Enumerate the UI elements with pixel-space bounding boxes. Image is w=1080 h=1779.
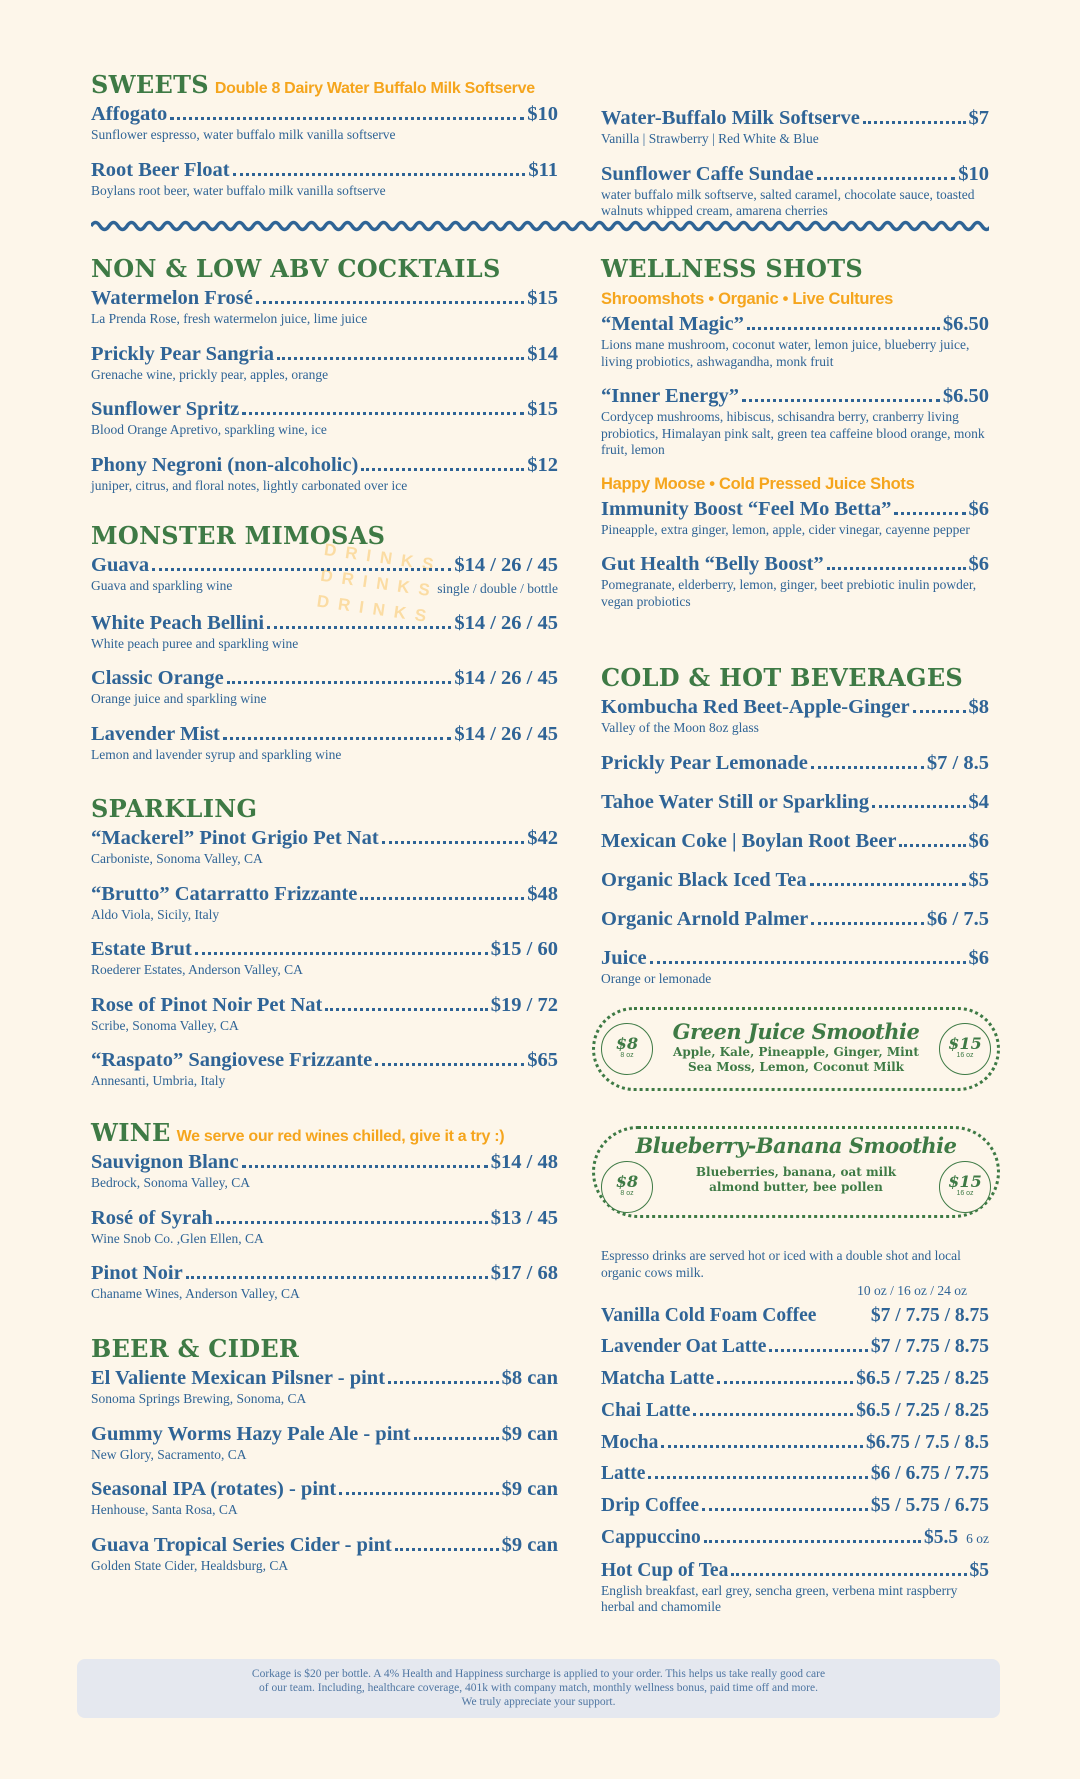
menu-item [91, 286, 558, 328]
item-name: Tahoe Water Still or Sparkling [601, 790, 870, 813]
item-row [601, 162, 989, 187]
item-row [601, 695, 989, 720]
item-price: $6 [968, 497, 989, 520]
item-price: $42 [527, 827, 558, 849]
item-price: $9 can [501, 1478, 558, 1500]
item-description: Boylans root beer, water buffalo milk vanilla softserve [91, 182, 386, 198]
dot-leader [242, 412, 524, 415]
item-description: New Glory, Sacramento, CA [91, 1446, 247, 1462]
menu-item [601, 497, 989, 539]
section-title: SPARKLING [91, 794, 258, 823]
item-row [601, 868, 989, 893]
item-row [601, 1559, 989, 1583]
item-name: Lavender Oat Latte [601, 1336, 767, 1358]
item-name: Prickly Pear Lemonade [601, 751, 808, 774]
item-price: $6.50 [942, 313, 989, 335]
item-row [601, 790, 989, 815]
dot-leader [388, 1381, 499, 1384]
menu-item [91, 1206, 558, 1248]
item-row [91, 286, 558, 311]
item-name: Chai Latte [601, 1399, 691, 1421]
section-heading [601, 252, 989, 286]
item-row [601, 552, 989, 577]
item-row [601, 312, 989, 337]
large-price-badge: $15 16 oz [939, 1023, 991, 1075]
section-heading [91, 68, 558, 102]
dot-leader [395, 1548, 499, 1551]
menu-item [601, 829, 989, 854]
section-sweets-softserve [601, 106, 989, 234]
dot-leader [731, 1573, 966, 1576]
dot-leader [170, 117, 524, 120]
item-row [91, 1366, 558, 1391]
item-price: $15 [527, 287, 558, 309]
item-description: Pineapple, extra ginger, lemon, apple, cider vinegar, cayenne pepper [601, 521, 970, 537]
item-description: Orange or lemonade [601, 970, 712, 986]
item-name: Immunity Boost “Feel Mo Betta” [601, 497, 892, 520]
menu-item [91, 993, 558, 1035]
item-description: Vanilla | Strawberry | Red White & Blue [601, 131, 819, 146]
menu-item [91, 1366, 558, 1408]
item-description: Golden State Cider, Healdsburg, CA [91, 1557, 289, 1573]
item-price: $13 / 45 [490, 1206, 558, 1229]
dot-leader [863, 121, 966, 124]
dot-leader [717, 1381, 853, 1384]
section-title: WINE [91, 1118, 171, 1147]
item-price: $14 / 26 / 45 [454, 722, 558, 745]
item-name: “Raspato” Sangiovese Frizzante [91, 1049, 373, 1071]
item-name: “Mental Magic” [601, 313, 744, 335]
dot-leader [702, 1508, 868, 1511]
menu-item [601, 1559, 989, 1616]
item-row [601, 1367, 989, 1391]
item-price: $10 [527, 103, 558, 125]
item-price: $7 / 7.75 / 8.75 [870, 1336, 989, 1358]
dot-leader [360, 897, 524, 900]
menu-item [601, 1367, 989, 1391]
dot-leader [277, 357, 524, 360]
item-row [91, 1422, 558, 1447]
dot-leader [810, 883, 966, 886]
dot-leader [186, 1276, 488, 1279]
item-price: $6 [968, 946, 989, 969]
dot-leader [361, 468, 524, 471]
item-name: Watermelon Frosé [91, 287, 253, 309]
item-row [601, 384, 989, 409]
item-description: Scribe, Sonoma Valley, CA [91, 1017, 239, 1033]
item-name: “Mackerel” Pinot Grigio Pet Nat [91, 827, 379, 849]
dot-leader [747, 327, 940, 330]
item-description: English breakfast, earl grey, sencha green, verbena mint raspberry herbal and chamomile [601, 1582, 958, 1615]
item-row [601, 907, 989, 932]
item-name: Organic Arnold Palmer [601, 907, 809, 930]
item-price: $6 [968, 553, 989, 575]
item-description: water buffalo milk softserve, salted caramel, chocolate sauce, toasted walnuts whipped cream, amarena cherries [601, 186, 975, 218]
menu-item [601, 946, 989, 988]
section-cocktails [91, 252, 558, 508]
footer-notice: Corkage is $20 per bottle. A 4% Health and Happiness surcharge is applied to your order. This helps us take really good care of our team. Including, healthcare coverage, 401k with company match, monthly wellness bonus, paid time off and more. We truly appreciate your support. [77, 1659, 1000, 1718]
menu-item [601, 1462, 989, 1486]
item-row [91, 826, 558, 851]
item-description: La Prenda Rose, fresh watermelon juice, lime juice [91, 311, 368, 326]
dot-leader [375, 1063, 524, 1066]
item-row [91, 102, 558, 127]
item-row [601, 1462, 989, 1486]
smoothie-title: Green Juice Smoothie [672, 1019, 920, 1044]
menu-item [601, 907, 989, 932]
menu-item [91, 1150, 558, 1192]
dot-leader [661, 1445, 863, 1448]
item-name: Mexican Coke | Boylan Root Beer [601, 829, 897, 852]
item-price: $8 can [501, 1367, 558, 1389]
item-row [91, 1533, 558, 1558]
size-note: single / double / bottle [437, 580, 558, 596]
item-description: Sunflower espresso, water buffalo milk vanilla softserve [91, 127, 396, 142]
item-price: $10 [958, 162, 989, 185]
item-row [91, 1477, 558, 1502]
menu-item [601, 751, 989, 776]
menu-item [91, 1477, 558, 1519]
item-price: $12 [527, 453, 558, 476]
item-price: $6.5 / 7.25 / 8.25 [856, 1368, 989, 1390]
section-title: NON & LOW ABV COCKTAILS [91, 254, 501, 283]
item-name: White Peach Bellini [91, 611, 265, 634]
section-wellness-shots [601, 252, 989, 624]
section-beverages [601, 661, 989, 1001]
item-name: Latte [601, 1463, 646, 1485]
item-name: El Valiente Mexican Pilsner - pint [91, 1367, 386, 1389]
menu-item [91, 826, 558, 868]
section-beer-cider [91, 1332, 558, 1588]
item-row [91, 158, 558, 183]
menu-item [91, 666, 558, 708]
dot-leader [769, 1349, 868, 1352]
dot-leader [223, 737, 451, 740]
item-row [91, 993, 558, 1018]
item-name: Sunflower Caffe Sundae [601, 162, 814, 185]
item-description: Wine Snob Co. ,Glen Ellen, CA [91, 1230, 264, 1246]
item-name: Vanilla Cold Foam Coffee [601, 1304, 817, 1326]
dot-leader [256, 301, 524, 304]
section-heading [91, 1116, 558, 1150]
item-price: $6.50 [942, 385, 989, 407]
dot-leader [811, 766, 924, 769]
dot-leader [693, 1413, 853, 1416]
dot-leader [650, 961, 966, 964]
item-name: Pinot Noir [91, 1262, 183, 1284]
item-name: Sauvignon Blanc [91, 1151, 239, 1173]
dot-leader [339, 1492, 498, 1495]
item-price: $6 / 7.5 [926, 907, 989, 930]
item-price: $14 / 26 / 45 [454, 611, 558, 634]
item-name: Estate Brut [91, 938, 192, 960]
dot-leader [152, 568, 451, 571]
item-description: Grenache wine, prickly pear, apples, orange [91, 366, 329, 382]
item-price: $17 / 68 [490, 1262, 558, 1284]
item-price: $6 [968, 829, 989, 852]
section-title: BEER & CIDER [91, 1334, 300, 1363]
item-price: $15 [527, 398, 558, 420]
section-subtitle: We serve our red wines chilled, give it a try :) [176, 1128, 505, 1145]
item-name: Guava Tropical Series Cider - pint [91, 1533, 392, 1556]
item-description: Lemon and lavender syrup and sparkling wine [91, 746, 342, 762]
item-row [91, 1261, 558, 1286]
item-description: Valley of the Moon 8oz glass [601, 720, 759, 735]
item-name: Rose of Pinot Noir Pet Nat [91, 993, 323, 1016]
dot-leader [648, 1476, 868, 1479]
menu-item [91, 611, 558, 653]
item-price: $9 can [501, 1422, 558, 1445]
item-description: Lions mane mushroom, coconut water, lemon juice, blueberry juice, living probiotics, ashwagandha, monk fruit [601, 337, 970, 369]
small-price-badge: $8 8 oz [601, 1161, 653, 1213]
item-row [91, 937, 558, 962]
dot-leader [811, 922, 924, 925]
menu-item [601, 868, 989, 893]
dot-leader [817, 177, 956, 180]
item-name: Kombucha Red Beet-Apple-Ginger [601, 696, 910, 718]
smoothie-green-juice: $8 8 oz $15 16 oz Green Juice Smoothie Apple, Kale, Pineapple, Ginger, Mint Sea Moss, Lemon, Coconut Milk [592, 1007, 1000, 1091]
subsection-label: Happy Moose • Cold Pressed Juice Shots [601, 474, 915, 493]
size-labels: 10 oz / 16 oz / 24 oz [857, 1283, 967, 1298]
item-name: Hot Cup of Tea [601, 1559, 729, 1581]
dot-leader [894, 512, 965, 515]
item-description: Chaname Wines, Anderson Valley, CA [91, 1286, 300, 1301]
item-description: Cordycep mushrooms, hibiscus, schisandra berry, cranberry living probiotics, Himalayan pink salt, green tea caffeine blood orange, monk fruit, lemon [601, 409, 985, 457]
item-name: Matcha Latte [601, 1368, 715, 1390]
item-name: Phony Negroni (non-alcoholic) [91, 453, 359, 476]
item-price: $65 [527, 1049, 558, 1071]
dot-leader [899, 844, 965, 847]
smoothie-title: Blueberry-Banana Smoothie [635, 1133, 957, 1158]
item-description: Bedrock, Sonoma Valley, CA [91, 1175, 250, 1190]
item-row [601, 829, 989, 854]
item-price: $8 [968, 696, 989, 718]
item-name: Mocha [601, 1431, 659, 1453]
item-size: 6 oz [966, 1531, 989, 1547]
item-row [601, 1399, 989, 1423]
menu-item [601, 384, 989, 459]
item-name: Prickly Pear Sangria [91, 342, 274, 365]
dot-leader [742, 399, 940, 402]
item-price: $4 [968, 790, 989, 813]
item-price: $7 / 7.75 / 8.75 [870, 1304, 989, 1326]
menu-item [91, 1261, 558, 1303]
item-name: Root Beer Float [91, 158, 230, 181]
item-row [91, 666, 558, 691]
menu-item [91, 102, 558, 144]
item-name: Organic Black Iced Tea [601, 868, 807, 891]
item-price: $6.75 / 7.5 / 8.5 [866, 1431, 989, 1453]
menu-item [91, 1422, 558, 1464]
menu-item [601, 1431, 989, 1455]
item-description: Annesanti, Umbria, Italy [91, 1073, 226, 1088]
dot-leader [414, 1437, 499, 1440]
section-heading [601, 661, 989, 695]
menu-item [601, 162, 989, 220]
dot-leader [242, 1165, 488, 1168]
item-name: Lavender Mist [91, 722, 220, 745]
menu-item [91, 453, 558, 495]
item-price: $7 [968, 107, 989, 129]
item-price: $5 / 5.75 / 6.75 [870, 1495, 989, 1517]
item-price: $14 [527, 342, 558, 365]
item-price: $19 / 72 [490, 993, 558, 1016]
section-subtitle: Double 8 Dairy Water Buffalo Milk Softserve [214, 80, 535, 97]
item-description: Carboniste, Sonoma Valley, CA [91, 851, 263, 866]
section-sparkling [91, 792, 558, 1104]
item-description: Blood Orange Apretivo, sparkling wine, ice [91, 422, 327, 437]
item-price: $7 / 8.5 [926, 751, 989, 774]
dot-leader [704, 1540, 921, 1543]
item-row [91, 1206, 558, 1231]
item-row [91, 553, 558, 578]
dot-leader [325, 1008, 487, 1011]
item-description: Aldo Viola, Sicily, Italy [91, 906, 220, 922]
item-row [91, 722, 558, 747]
item-row [601, 1431, 989, 1455]
item-name: Drip Coffee [601, 1495, 700, 1517]
dot-leader [913, 710, 966, 713]
subsection-label: Shroomshots • Organic • Live Cultures [601, 290, 894, 308]
section-title: SWEETS [91, 70, 209, 99]
menu-item [601, 106, 989, 148]
drinks-watermark: DRINKS DRINKS DRINKS [315, 540, 444, 627]
dot-leader [267, 626, 451, 629]
item-price: $48 [527, 882, 558, 905]
item-row [91, 1150, 558, 1175]
menu-item [601, 1304, 989, 1328]
item-name: Seasonal IPA (rotates) - pint [91, 1478, 337, 1500]
item-row [601, 497, 989, 522]
item-description: Guava and sparkling wine [91, 578, 233, 593]
item-name: Juice [601, 946, 647, 969]
item-description: White peach puree and sparkling wine [91, 635, 299, 651]
section-title: COLD & HOT BEVERAGES [601, 663, 964, 692]
item-name: Gummy Worms Hazy Pale Ale - pint [91, 1422, 411, 1445]
item-name: Affogato [91, 103, 168, 125]
menu-item [601, 1335, 989, 1359]
menu-item [91, 553, 558, 597]
dot-leader [827, 567, 966, 570]
menu-item [91, 1533, 558, 1575]
smoothie-blueberry-banana: $8 8 oz $15 16 oz Blueberry-Banana Smoothie Blueberries, banana, oat milk almond butter, bee pollen [592, 1126, 1000, 1218]
section-heading [91, 519, 558, 553]
large-price-badge: $15 16 oz [939, 1161, 991, 1213]
item-name: “Inner Energy” [601, 385, 740, 407]
menu-item [91, 158, 558, 200]
section-mimosas [91, 519, 558, 777]
item-price: $11 [528, 158, 558, 181]
espresso-intro: Espresso drinks are served hot or iced with a double shot and local organic cows milk. [601, 1248, 961, 1280]
section-wine [91, 1116, 558, 1317]
item-name: Classic Orange [91, 667, 224, 689]
item-name: Water-Buffalo Milk Softserve [601, 107, 860, 129]
menu-item [601, 1526, 989, 1551]
section-sweets [91, 68, 558, 213]
dot-leader [872, 805, 965, 808]
item-row [601, 1335, 989, 1359]
item-price: $14 / 26 / 45 [454, 667, 558, 689]
item-row [601, 751, 989, 776]
section-heading [91, 1332, 558, 1366]
item-description: Pomegranate, elderberry, lemon, ginger, beet prebiotic inulin powder, vegan probiotics [601, 577, 977, 609]
item-price: $5.5 [924, 1527, 959, 1549]
menu-item [601, 312, 989, 370]
item-price: $5 [968, 868, 989, 891]
menu-item [601, 790, 989, 815]
item-name: Sunflower Spritz [91, 398, 240, 420]
small-price-badge: $8 8 oz [601, 1023, 653, 1075]
item-name: Rosé of Syrah [91, 1206, 213, 1229]
item-row [91, 611, 558, 636]
item-description: Sonoma Springs Brewing, Sonoma, CA [91, 1391, 307, 1406]
menu-item [91, 1048, 558, 1090]
item-price: $14 / 48 [490, 1151, 558, 1173]
item-description: Orange juice and sparkling wine [91, 691, 267, 706]
menu-item [601, 552, 989, 610]
section-title: MONSTER MIMOSAS [91, 521, 386, 550]
section-heading [91, 792, 558, 826]
item-price: $15 / 60 [490, 938, 558, 960]
dot-leader [195, 952, 488, 955]
item-price: $6 / 6.75 / 7.75 [870, 1463, 989, 1485]
section-heading [91, 252, 558, 286]
menu-item [91, 882, 558, 924]
item-description: juniper, citrus, and floral notes, lightly carbonated over ice [91, 477, 408, 493]
item-row [601, 1494, 989, 1518]
menu-item [601, 695, 989, 737]
wave-divider [91, 218, 989, 234]
item-row [91, 397, 558, 422]
item-row [601, 1304, 989, 1328]
item-name: Guava [91, 554, 150, 576]
item-name: Cappuccino [601, 1527, 701, 1549]
item-row [601, 1526, 989, 1551]
item-row [601, 946, 989, 971]
menu-item [601, 1399, 989, 1423]
dot-leader [216, 1221, 488, 1224]
section-coffee [601, 1248, 989, 1624]
menu-item [91, 342, 558, 384]
menu-item [91, 397, 558, 439]
item-row [601, 106, 989, 131]
item-name: Gut Health “Belly Boost” [601, 553, 824, 575]
dot-leader [233, 173, 526, 176]
item-price: $6.5 / 7.25 / 8.25 [856, 1399, 989, 1421]
item-price: $14 / 26 / 45 [454, 554, 558, 576]
dot-leader [227, 681, 452, 684]
item-price: $9 can [501, 1533, 558, 1556]
item-description: Roederer Estates, Anderson Valley, CA [91, 962, 303, 977]
menu-item [91, 722, 558, 764]
item-price: $5 [969, 1559, 989, 1581]
item-row [91, 882, 558, 907]
item-description: Henhouse, Santa Rosa, CA [91, 1502, 238, 1517]
dot-leader [382, 841, 525, 844]
menu-item [601, 1494, 989, 1518]
item-row [91, 453, 558, 478]
section-title: WELLNESS SHOTS [601, 254, 864, 283]
item-row [91, 1048, 558, 1073]
item-row [91, 342, 558, 367]
menu-item [91, 937, 558, 979]
item-name: “Brutto” Catarratto Frizzante [91, 882, 358, 905]
